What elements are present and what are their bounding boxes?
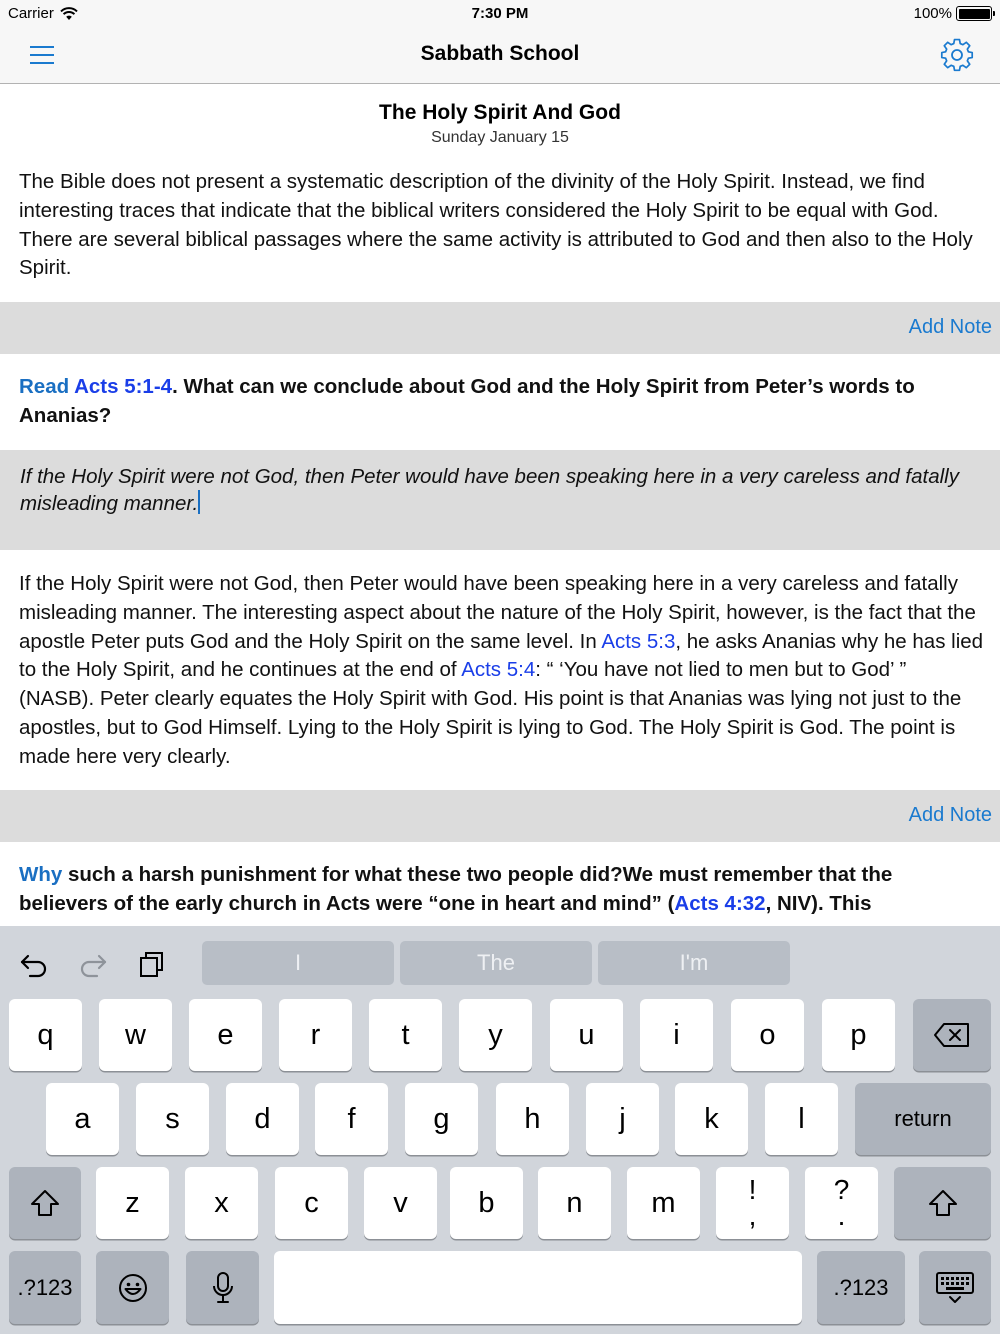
key-i[interactable]: i [640, 999, 713, 1071]
shift-icon [928, 1189, 958, 1217]
emoji-key[interactable] [96, 1251, 169, 1324]
answer-text[interactable] [20, 464, 980, 517]
bible-link-acts-5-4[interactable]: Acts 5:4 [461, 658, 536, 682]
numbers-label: .?123 [17, 1274, 73, 1300]
key-v[interactable]: v [364, 1167, 437, 1239]
microphone-icon [211, 1271, 235, 1305]
question-1 [19, 373, 984, 431]
key-s[interactable]: s [136, 1083, 209, 1155]
intro-paragraph: The Bible does not present a systematic description of the divinity of the Holy Spirit. Instead, we find interesting traces that indicate that the biblical writers considered the Holy Spirit to be equal with God. There are several biblical passages where the same activity is attributed to God and then also to the Holy Spirit. [19, 170, 973, 280]
battery-info [914, 5, 992, 22]
body-text-2: , he asks Ananias why he has lied to the Holy Spirit, and he continues at the end of [19, 629, 984, 682]
key-m[interactable]: m [627, 1167, 700, 1239]
delete-key[interactable] [913, 999, 991, 1071]
shift-key-right[interactable] [894, 1167, 991, 1239]
body-text-3: : “ ‘You have not lied to men but to God’ ” (NASB). Peter clearly equates the Holy Spirit with God. His point is that Ananias was lying not just to the apostles, but to God Himself. Lying to the Holy Spirit is lying to God. The Holy Spirit is God. The point is made here very clearly. [19, 658, 962, 768]
backspace-icon [933, 1022, 971, 1048]
note-bar [0, 302, 1000, 354]
battery-icon [956, 6, 992, 21]
shift-key-left[interactable] [9, 1167, 81, 1239]
dictation-key[interactable] [186, 1251, 259, 1324]
key-w[interactable]: w [99, 999, 172, 1071]
key-exclamation-comma[interactable] [716, 1167, 789, 1239]
key-t[interactable]: t [369, 999, 442, 1071]
emoji-icon [117, 1272, 149, 1304]
lesson-date: Sunday January 15 [431, 129, 569, 146]
add-note-button[interactable]: Add Note [908, 804, 992, 826]
numbers-label: .?123 [833, 1274, 889, 1300]
question-lead: Read [19, 375, 70, 398]
note-bar [0, 790, 1000, 842]
bible-link-acts-5-1-4[interactable]: Acts 5:1-4 [74, 375, 173, 398]
navigation-bar [0, 28, 1000, 84]
key-bottom-char: . [837, 1200, 846, 1231]
dismiss-keyboard-key[interactable] [919, 1251, 991, 1324]
key-z[interactable]: z [96, 1167, 169, 1239]
paste-icon[interactable] [137, 948, 169, 980]
key-n[interactable]: n [538, 1167, 611, 1239]
key-p[interactable]: p [822, 999, 895, 1071]
on-screen-keyboard [0, 926, 1000, 1334]
key-l[interactable]: l [765, 1083, 838, 1155]
numbers-key-right[interactable] [817, 1251, 905, 1324]
question-lead: Why [19, 863, 63, 886]
question-text: . What can we conclude about God and the Holy Spirit from Peter’s words to Ananias? [19, 375, 915, 427]
key-c[interactable]: c [275, 1167, 348, 1239]
suggestion-2[interactable]: The [400, 941, 592, 985]
suggestion-3[interactable]: I'm [598, 941, 790, 985]
key-x[interactable]: x [185, 1167, 258, 1239]
page-title: Sabbath School [420, 42, 580, 65]
key-top-char: ? [833, 1174, 850, 1205]
numbers-key-left[interactable] [9, 1251, 81, 1324]
redo-icon[interactable] [77, 948, 109, 980]
text-caret [198, 490, 200, 514]
undo-icon[interactable] [18, 948, 50, 980]
status-time: 7:30 PM [471, 5, 529, 22]
battery-percent: 100% [913, 5, 952, 22]
key-r[interactable]: r [279, 999, 352, 1071]
status-bar [0, 0, 1000, 28]
key-k[interactable]: k [675, 1083, 748, 1155]
body-paragraph [19, 570, 984, 772]
question-text-end: , NIV). This [765, 891, 872, 915]
answer-input[interactable] [0, 450, 1000, 550]
key-bottom-char: , [748, 1200, 757, 1231]
body-text-1: If the Holy Spirit were not God, then Peter would have been speaking here in a very careless and fatally misleading manner. The interesting aspect about the nature of the Holy Spirit, however, is the fact that the apostle Peter puts God and the Holy Spirit on the same level. In [19, 572, 976, 653]
key-g[interactable]: g [405, 1083, 478, 1155]
key-h[interactable]: h [496, 1083, 569, 1155]
key-top-char: ! [748, 1174, 757, 1205]
space-key[interactable] [274, 1251, 802, 1324]
key-question-period[interactable] [805, 1167, 878, 1239]
return-label: return [894, 1106, 952, 1131]
carrier-label: Carrier [8, 5, 54, 22]
key-e[interactable]: e [189, 999, 262, 1071]
gear-icon[interactable] [938, 36, 976, 74]
key-b[interactable]: b [450, 1167, 523, 1239]
answer-value: If the Holy Spirit were not God, then Peter would have been speaking here in a very careless and fatally misleading manner. [20, 465, 959, 515]
shift-icon [30, 1189, 60, 1217]
key-d[interactable]: d [226, 1083, 299, 1155]
key-q[interactable]: q [9, 999, 82, 1071]
key-a[interactable]: a [46, 1083, 119, 1155]
add-note-button[interactable]: Add Note [908, 316, 992, 338]
question-text: such a harsh punishment for what these two people did?We must remember that the believers of the early church in Acts were “one in heart and mind” ( [19, 863, 893, 915]
return-key[interactable] [855, 1083, 991, 1155]
keyboard-shortcut-bar [0, 926, 1000, 998]
key-f[interactable]: f [315, 1083, 388, 1155]
question-2 [19, 861, 984, 919]
lesson-content[interactable] [0, 84, 1000, 926]
bible-link-acts-5-3[interactable]: Acts 5:3 [601, 629, 676, 653]
bible-link-acts-4-32[interactable]: Acts 4:32 [674, 891, 766, 915]
key-o[interactable]: o [731, 999, 804, 1071]
key-u[interactable]: u [550, 999, 623, 1071]
lesson-title: The Holy Spirit And God [379, 101, 621, 124]
keyboard-dismiss-icon [935, 1271, 975, 1305]
suggestion-1[interactable]: I [202, 941, 394, 985]
key-j[interactable]: j [586, 1083, 659, 1155]
key-y[interactable]: y [459, 999, 532, 1071]
